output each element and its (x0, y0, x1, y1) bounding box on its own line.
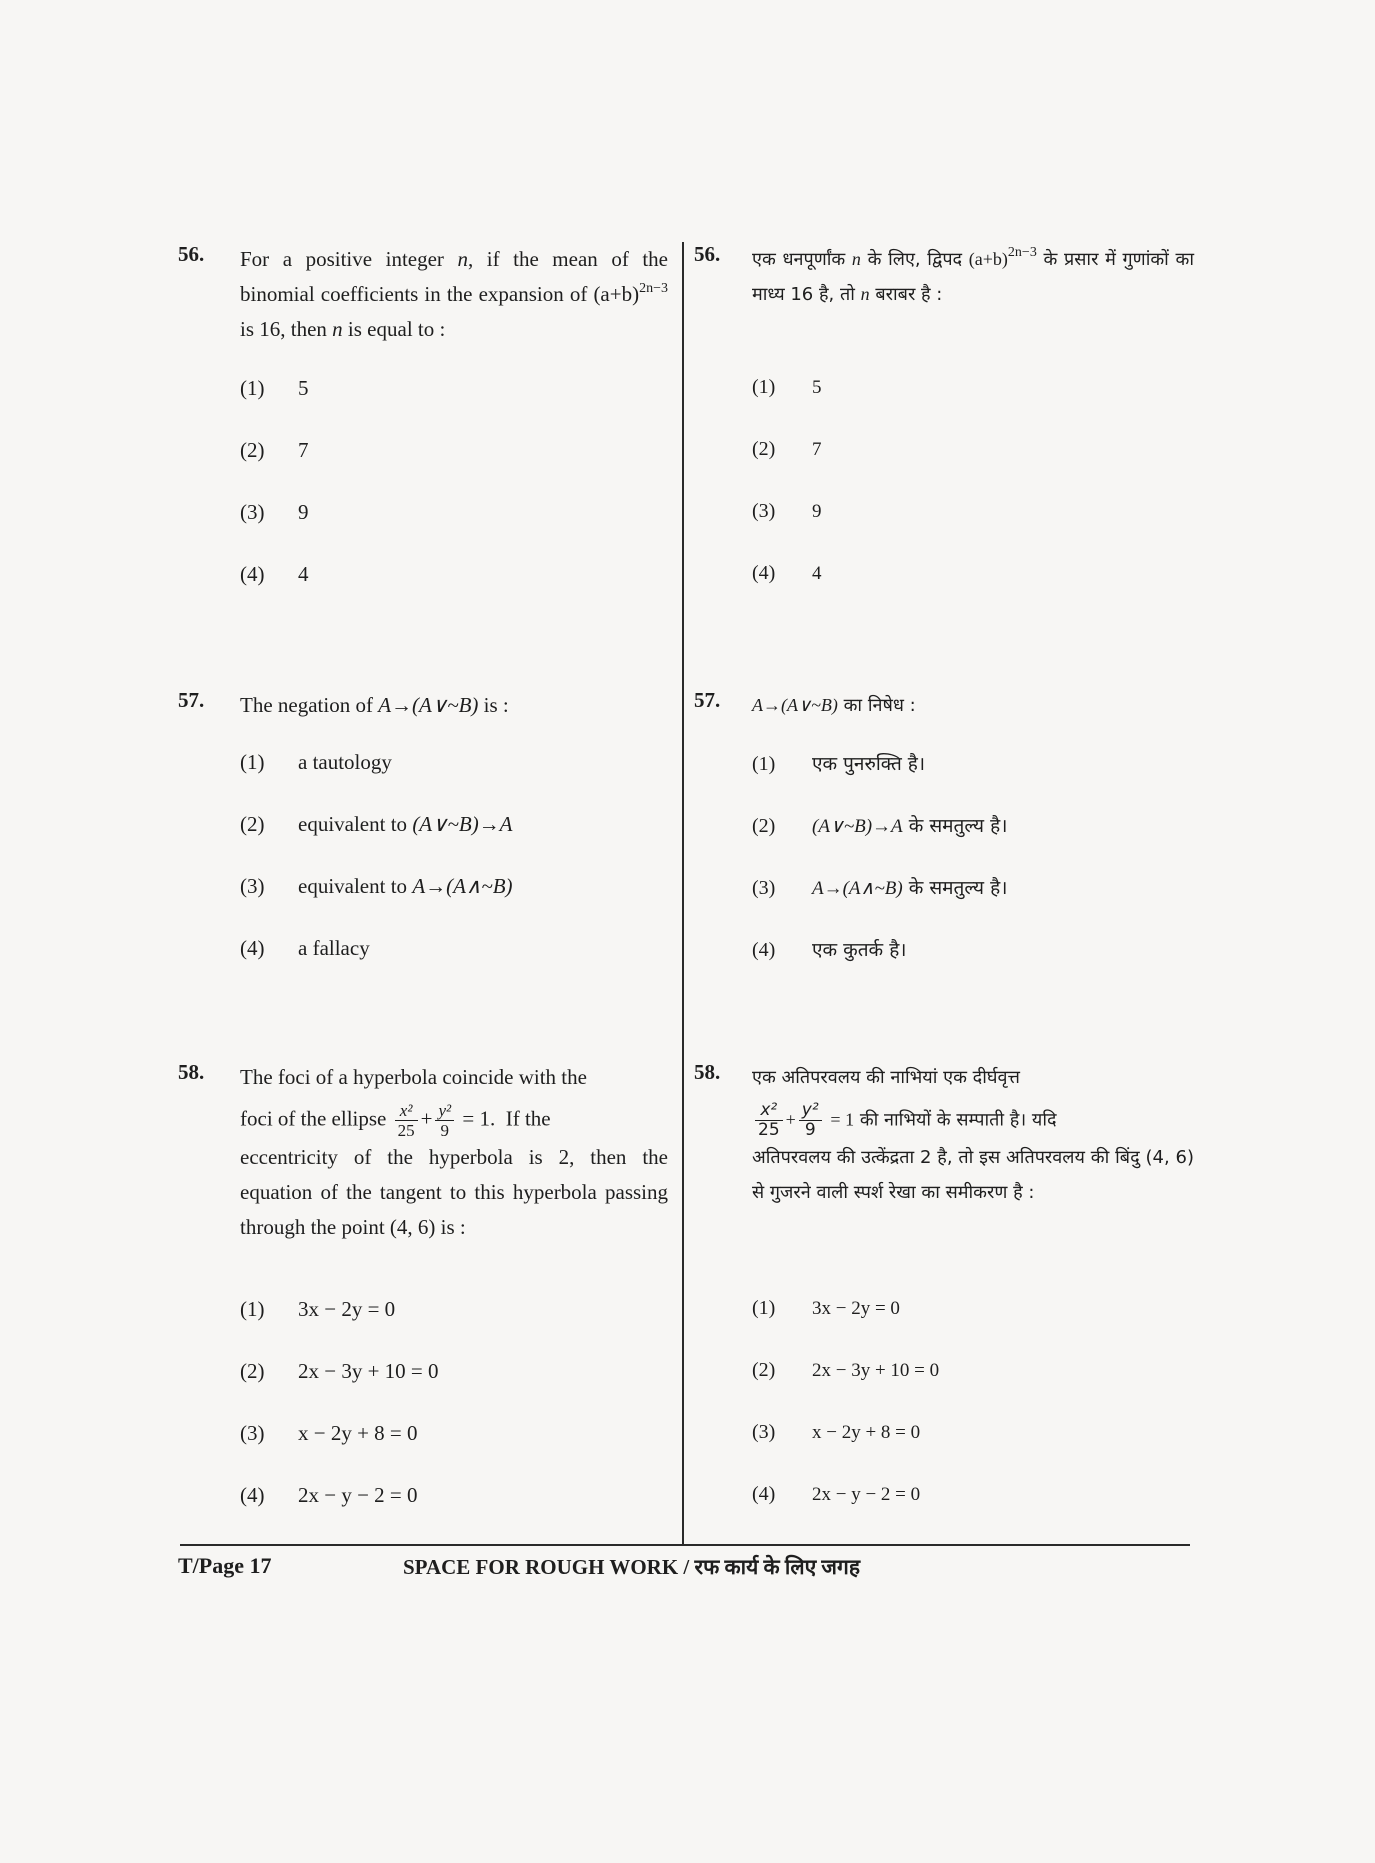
question-number: 56. (178, 242, 205, 266)
option-2[interactable]: (2) 7 (240, 438, 309, 462)
option-1[interactable]: (1) a tautology (240, 750, 392, 774)
bottom-rule (180, 1544, 1190, 1546)
option-3[interactable]: (3) equivalent to A→(A∧~B) (240, 874, 513, 898)
question-text: The foci of a hyperbola coincide with the foci of the ellipse $\frac{\text{x²}}{25}$ + $\frac{\text{y²}}{9}$ = 1. If the eccentricity of the hyperbola is 2, then the equation of the tangent to this hyperbola passing through the point (4, 6) is : (240, 1065, 668, 1239)
column-divider (682, 242, 684, 1544)
option-3[interactable]: (3) 9 (752, 500, 822, 522)
option-1[interactable]: (1) एक पुनरुक्ति है। (752, 753, 926, 775)
question-number: 56. (694, 242, 721, 266)
question-text: A→(A∨~B) का निषेध : (752, 695, 916, 716)
question-text: For a positive integer n, if the mean of the binomial coefficients in the expansion of $(a+b)^{2n-3}$ is 16, then n is equal to : (240, 247, 669, 341)
question-number: 57. (694, 688, 721, 712)
question-text: एक अतिपरवलय की नाभियां एक दीर्घवृत्त $\frac{\text{x²}}{25}$ + $\frac{\text{y²}}{9}$ = 1 की नाभियों के सम्पाती है। यदि अतिपरवलय की उत्केंद्रता 2 है, तो इस अतिपरवलय की बिंदु (4, 6) से गुजरने वाली स्पर्श रेखा का समीकरण है : (752, 1067, 1194, 1203)
option-4[interactable]: (4) 4 (240, 562, 309, 586)
option-3[interactable]: (3) 9 (240, 500, 309, 524)
question-number: 58. (694, 1060, 721, 1084)
question-text: The negation of A→(A∨~B) is : (240, 693, 509, 717)
option-4[interactable]: (4) a fallacy (240, 936, 370, 960)
question-text: एक धनपूर्णांक n के लिए, द्विपद $(a+b)^{2n-3}$ के प्रसार में गुणांकों का माध्य 16 है, तो n बराबर है : (752, 245, 1194, 305)
question-number: 58. (178, 1060, 205, 1084)
option-1[interactable]: (1) 5 (240, 376, 309, 400)
option-1[interactable]: (1) 5 (752, 376, 822, 398)
option-4[interactable]: (4) 4 (752, 562, 822, 584)
option-2[interactable]: (2) equivalent to (A∨~B)→A (240, 812, 513, 836)
option-2[interactable]: (2) 7 (752, 438, 822, 460)
option-1[interactable]: (1) 3x − 2y = 0 (752, 1297, 900, 1319)
option-2[interactable]: (2) 2x − 3y + 10 = 0 (752, 1359, 940, 1381)
option-2[interactable]: (2) 2x − 3y + 10 = 0 (240, 1359, 439, 1383)
page-number: T/Page 17 (178, 1553, 272, 1578)
option-2[interactable]: (2) (A∨~B)→A के समतुल्य है। (752, 815, 1008, 837)
fraction-y2-9: $\frac{\text{y²}}{9}$ (799, 1101, 822, 1140)
option-4[interactable]: (4) एक कुतर्क है। (752, 939, 907, 961)
rough-work-label: SPACE FOR ROUGH WORK / रफ कार्य के लिए जगह (403, 1555, 860, 1579)
fraction-x2-25: $\frac{\text{x²}}{25}$ (395, 1101, 418, 1140)
question-number: 57. (178, 688, 205, 712)
option-3[interactable]: (3) x − 2y + 8 = 0 (240, 1421, 418, 1445)
option-3[interactable]: (3) A→(A∧~B) के समतुल्य है। (752, 877, 1008, 899)
option-4[interactable]: (4) 2x − y − 2 = 0 (752, 1483, 921, 1505)
fraction-x2-25: $\frac{\text{x²}}{25}$ (755, 1101, 783, 1140)
option-3[interactable]: (3) x − 2y + 8 = 0 (752, 1421, 921, 1443)
option-1[interactable]: (1) 3x − 2y = 0 (240, 1297, 396, 1321)
option-4[interactable]: (4) 2x − y − 2 = 0 (240, 1483, 418, 1507)
fraction-y2-9: $\frac{\text{y²}}{9}$ (435, 1101, 454, 1140)
